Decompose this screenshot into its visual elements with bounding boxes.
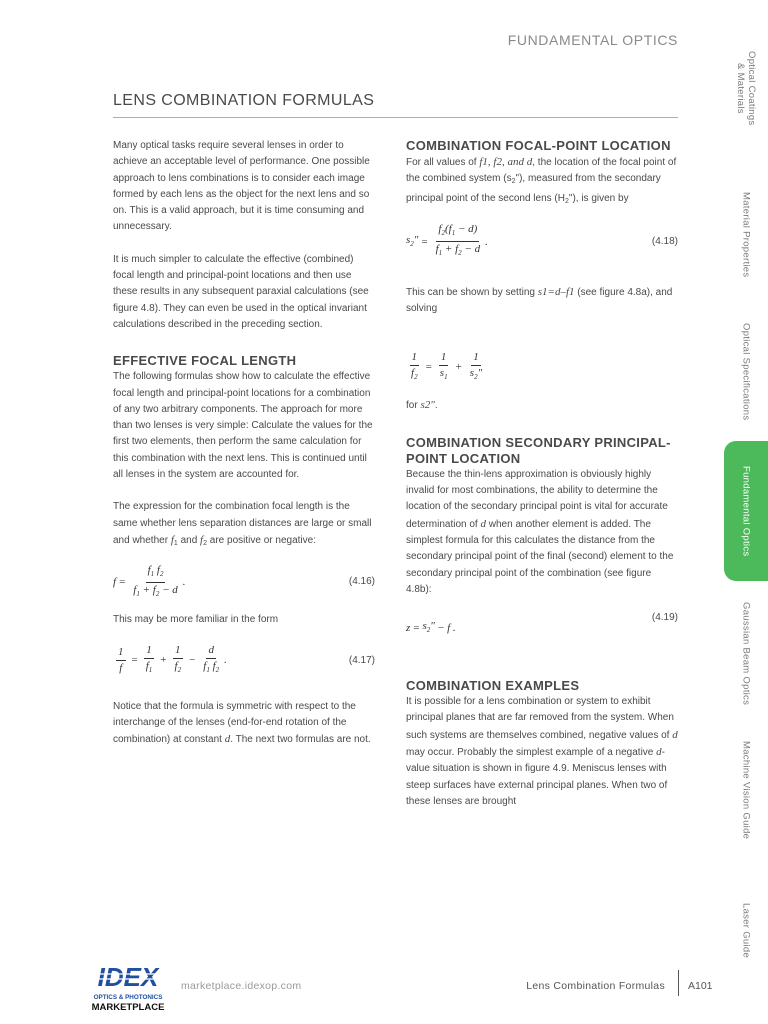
left-column — [113, 138, 375, 748]
symmetric-paragraph: Notice that the formula is symmetric with respect to the interchange of the lenses (end-for-end rotation of the combination) at constant d. The next two formulas are not. — [113, 700, 371, 746]
cspp-paragraph: Because the thin-lens approximation is obviously highly invalid for most combinations, the ability to determine the location of the secondary principal point is vital for accurate determination of d when another element is added. The simplest formula for this calculates the distance from the secondary principal point of the final (second) element to the secondary principal point of the combination (see figure 4.8b): — [406, 468, 674, 595]
svg-text:IDEX: IDEX — [97, 964, 159, 992]
svg-text:OPTICS & PHOTONICS: OPTICS & PHOTONICS — [93, 994, 163, 1001]
equation-4-16: f = $\frac{f_1 f_2}{f_1 + f_2 - d}$ . (4.16) — [113, 563, 375, 598]
side-tab-material-properties[interactable]: Material Properties — [740, 192, 752, 278]
shown-paragraph: This can be shown by setting s1=d–f1 (see figure 4.8a), and solving — [406, 285, 673, 315]
for-text: for s2". — [406, 399, 438, 412]
intro-paragraph-2: It is much simpler to calculate the effective (combined) focal length and principal-point locations and then use these results in any subsequent paraxial calculations (see figure 4.8). They can even be used in the optical invariant calculations described in the preceding section. — [113, 253, 369, 330]
efl-paragraph-1: The following formulas show how to calculate the effective focal length and principal-point locations for a combination of any two arbitrary components. The approach for more than two lenses is very simple: Calculate the values for the first two elements, then perform the same calculation for this combination with the next lens. This is continued until all lenses in the system are accounted for. — [113, 371, 373, 481]
header-title: FUNDAMENTAL OPTICS — [507, 32, 678, 48]
footer-section-title: Lens Combination Formulas — [526, 980, 665, 992]
equation-solve: $\frac{1}{f_2}$ = $\frac{1}{s_1}$ + $\frac{1}{s_2''}$ — [411, 350, 483, 382]
side-tab-gaussian-beam-optics[interactable]: Gaussian Beam Optics — [740, 602, 752, 706]
heading-combination-focal-point: COMBINATION FOCAL-POINT LOCATION — [406, 138, 671, 153]
equation-number: (4.19) — [651, 612, 678, 624]
side-tab-fundamental-optics[interactable]: Fundamental Optics — [724, 441, 768, 581]
familiar-text: This may be more familiar in the form — [113, 614, 279, 626]
footer-url-link[interactable]: marketplace.idexop.com — [181, 980, 302, 992]
title-rule — [113, 117, 678, 118]
heading-effective-focal-length: EFFECTIVE FOCAL LENGTH — [113, 353, 297, 369]
side-tab-optical-specifications[interactable]: Optical Specifications — [740, 323, 752, 421]
equation-number: (4.18) — [651, 235, 678, 247]
side-tab-laser-guide[interactable]: Laser Guide — [740, 903, 752, 959]
heading-combination-secondary-principal-point: COMBINATION SECONDARY PRINCIPAL-POINT LOCATION — [406, 434, 671, 466]
side-nav — [724, 0, 768, 1024]
heading-combination-examples: COMBINATION EXAMPLES — [406, 678, 580, 694]
equation-number: (4.17) — [348, 654, 375, 666]
ce-paragraph: It is possible for a lens combination or system to exhibit principal planes that are far removed from the system. When such systems are themselves combined, negative values of d may occur. Probably the simplest example of a negative d-value situation is shown in figure 4.9. Meniscus lenses with steep surfaces have external principal planes. When two of these lenses are brought — [406, 696, 678, 807]
page-number: A101 — [688, 980, 713, 992]
equation-4-17: $\frac{1}{f}$ = $\frac{1}{f_1}$ + $\frac{1}{f_2}$ − $\frac{d}{f_1 f_2}$ . (4.17) — [118, 643, 375, 675]
page-title: LENS COMBINATION FORMULAS — [113, 92, 375, 109]
idex-logo — [89, 964, 167, 1014]
cfp-paragraph: For all values of f1, f2, and d, the location of the focal point of the combined system $(s_2")$, measured from the secondary principal point of the second lens $(H_2")$, is given by — [406, 156, 677, 205]
equation-4-18: $s_2''$ = $\frac{f_2(f_1 - d)}{f_1 + f_2 - d}$ . (4.18) — [406, 223, 678, 258]
side-tab-optical-coatings[interactable]: Optical Coatings & Materials — [735, 50, 757, 126]
side-tab-machine-vision-guide[interactable]: Machine Vision Guide — [740, 740, 752, 840]
equation-4-19: z = $s_2''$ − f . (4.19) — [406, 612, 678, 635]
svg-text:MARKETPLACE: MARKETPLACE — [91, 1002, 165, 1013]
efl-paragraph-2: The expression for the combination focal length is the same whether lens separation distances are large or small and whether $f_1$ and $f_2$ are positive or negative: — [113, 501, 372, 547]
intro-paragraph-1: Many optical tasks require several lenses in order to achieve an acceptable level of performance. One possible approach to lens combinations is to consider each image formed by each lens as the object for the next lens and so on. This is a valid approach, but it is time consuming and unnecessary. — [113, 140, 370, 233]
right-column — [406, 138, 678, 810]
footer-divider — [678, 970, 679, 996]
equation-number: (4.16) — [348, 576, 375, 588]
